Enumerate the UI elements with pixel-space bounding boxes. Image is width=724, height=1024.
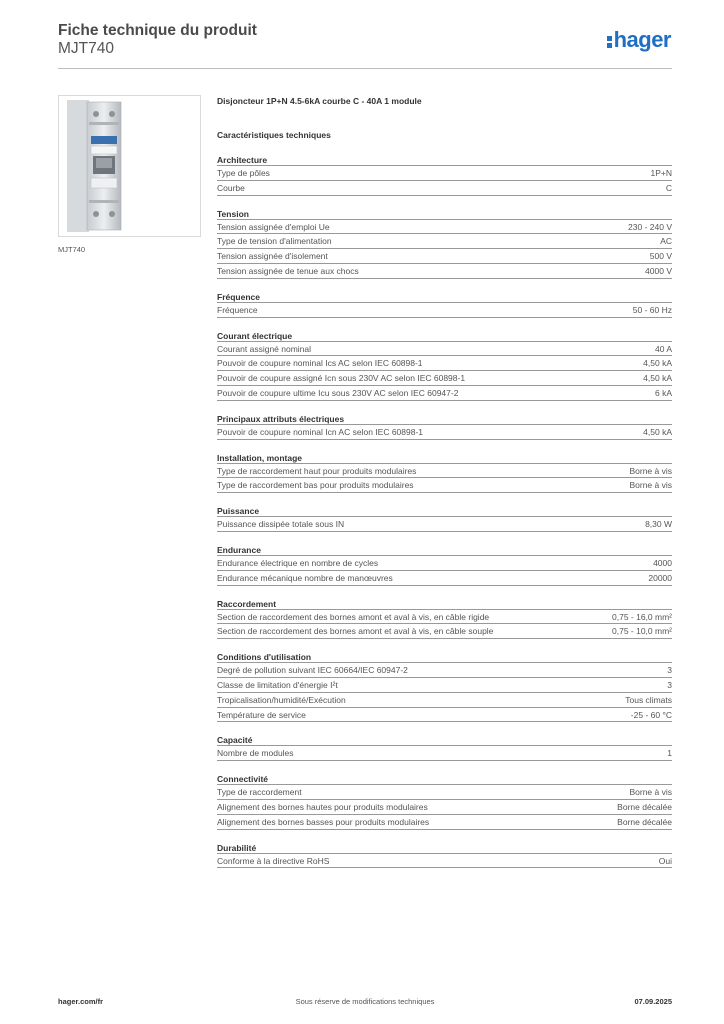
spec-value: 4,50 kA — [643, 373, 672, 384]
spec-row — [217, 264, 672, 279]
spec-label: Courbe — [217, 182, 245, 193]
spec-group-title: Fréquence — [217, 291, 672, 303]
spec-row — [217, 181, 672, 196]
spec-label: Tropicalisation/humidité/Exécution — [217, 694, 346, 705]
spec-groups — [217, 154, 672, 868]
spec-value: Borne à vis — [629, 465, 672, 476]
spec-label: Courant assigné nominal — [217, 343, 312, 354]
product-reference: MJT740 — [58, 40, 114, 57]
spec-row — [217, 571, 672, 586]
spec-row — [217, 386, 672, 401]
spec-value: 0,75 - 10,0 mm² — [612, 626, 672, 637]
spec-row — [217, 234, 672, 249]
spec-label: Tension assignée d'isolement — [217, 251, 328, 262]
spec-row — [217, 220, 672, 235]
footer-website-link[interactable]: hager.com/fr — [58, 997, 104, 1006]
header-divider — [58, 68, 672, 69]
spec-row — [217, 425, 672, 440]
spec-label: Puissance dissipée totale sous IN — [217, 519, 345, 530]
spec-value: Borne décalée — [617, 801, 672, 812]
spec-value: 4000 V — [645, 265, 672, 276]
spec-row — [217, 303, 672, 318]
spec-label: Pouvoir de coupure assigné Icn sous 230V AC selon IEC 60898-1 — [217, 373, 466, 384]
spec-row — [217, 166, 672, 181]
spec-row — [217, 785, 672, 800]
spec-label: Type de raccordement haut pour produits modulaires — [217, 465, 417, 476]
product-image — [58, 95, 201, 237]
spec-label: Tension assignée d'emploi Ue — [217, 221, 330, 232]
spec-value: 4,50 kA — [643, 358, 672, 369]
spec-value: 20000 — [648, 572, 672, 583]
spec-value: 40 A — [654, 343, 672, 354]
spec-label: Type de tension d'alimentation — [217, 236, 332, 247]
spec-value: 3 — [667, 679, 672, 690]
spec-label: Type de raccordement — [217, 787, 302, 798]
spec-value: 1P+N — [650, 168, 672, 178]
spec-value: 1 — [667, 748, 672, 759]
spec-label: Température de service — [217, 709, 306, 720]
spec-group-title: Raccordement — [217, 598, 672, 610]
spec-label: Type de pôles — [217, 168, 270, 178]
spec-label: Section de raccordement des bornes amont et aval à vis, en câble rigide — [217, 611, 490, 622]
spec-value: 50 - 60 Hz — [632, 304, 672, 315]
spec-label: Tension assignée de tenue aux chocs — [217, 265, 359, 276]
page-title: Fiche technique du produit — [58, 22, 257, 39]
spec-group-title: Puissance — [217, 505, 672, 517]
spec-group-title: Connectivité — [217, 773, 672, 785]
spec-group-title: Capacité — [217, 734, 672, 746]
spec-row — [217, 478, 672, 493]
spec-group-title: Durabilité — [217, 842, 672, 854]
spec-row — [217, 371, 672, 386]
spec-row — [217, 854, 672, 869]
spec-value: 0,75 - 16,0 mm² — [612, 611, 672, 622]
spec-value: 6 kA — [654, 387, 672, 398]
spec-value: 500 V — [649, 251, 672, 262]
spec-label: Endurance mécanique nombre de manœuvres — [217, 572, 393, 583]
spec-row — [217, 693, 672, 708]
section-heading: Caractéristiques techniques — [217, 130, 331, 140]
spec-label: Degré de pollution suivant IEC 60664/IEC 60947-2 — [217, 665, 408, 676]
spec-row — [217, 342, 672, 357]
hager-logo: hager — [607, 28, 671, 52]
spec-group-title: Principaux attributs électriques — [217, 413, 672, 425]
spec-label: Nombre de modules — [217, 748, 294, 759]
spec-row — [217, 746, 672, 761]
product-image-caption: MJT740 — [58, 245, 86, 254]
spec-row — [217, 249, 672, 264]
spec-row — [217, 356, 672, 371]
spec-group-title: Endurance — [217, 544, 672, 556]
spec-value: 4000 — [653, 557, 672, 568]
spec-value: 230 - 240 V — [628, 221, 672, 232]
spec-value: Oui — [658, 855, 672, 866]
spec-row — [217, 800, 672, 815]
spec-row — [217, 815, 672, 830]
spec-group-title: Architecture — [217, 154, 672, 166]
spec-value: Borne décalée — [617, 816, 672, 827]
spec-value: C — [665, 182, 672, 193]
spec-label: Endurance électrique en nombre de cycles — [217, 557, 379, 568]
spec-value: 3 — [667, 665, 672, 676]
spec-group-title: Courant électrique — [217, 330, 672, 342]
spec-label: Conforme à la directive RoHS — [217, 855, 330, 866]
spec-row — [217, 663, 672, 678]
spec-row — [217, 624, 672, 639]
spec-label: Alignement des bornes basses pour produits modulaires — [217, 816, 430, 827]
spec-row — [217, 708, 672, 723]
spec-label: Pouvoir de coupure nominal Ics AC selon IEC 60898-1 — [217, 358, 423, 369]
spec-label: Pouvoir de coupure ultime Icu sous 230V AC selon IEC 60947-2 — [217, 387, 459, 398]
spec-value: 4,50 kA — [643, 426, 672, 437]
spec-label: Section de raccordement des bornes amont et aval à vis, en câble souple — [217, 626, 494, 637]
spec-label: Fréquence — [217, 304, 258, 315]
spec-row — [217, 464, 672, 479]
circuit-breaker-image — [59, 96, 200, 236]
page-header — [58, 22, 670, 70]
spec-value: 8,30 W — [645, 519, 672, 530]
spec-label: Alignement des bornes hautes pour produits modulaires — [217, 801, 428, 812]
footer-date: 07.09.2025 — [634, 997, 672, 1006]
spec-label: Pouvoir de coupure nominal Icn AC selon IEC 60898-1 — [217, 426, 424, 437]
spec-row — [217, 610, 672, 625]
spec-label: Type de raccordement bas pour produits modulaires — [217, 480, 414, 491]
spec-group-title: Installation, montage — [217, 452, 672, 464]
spec-group-title: Conditions d'utilisation — [217, 651, 672, 663]
spec-value: Borne à vis — [629, 480, 672, 491]
product-description: Disjoncteur 1P+N 4.5-6kA courbe C - 40A 1 module — [217, 96, 422, 106]
spec-value: Borne à vis — [629, 787, 672, 798]
spec-row — [217, 678, 672, 693]
spec-row — [217, 556, 672, 571]
spec-content — [217, 96, 672, 868]
spec-row — [217, 517, 672, 532]
footer-notice: Sous réserve de modifications techniques — [295, 997, 435, 1006]
spec-value: Tous climats — [625, 694, 672, 705]
spec-value: AC — [660, 236, 672, 247]
spec-label: Classe de limitation d'énergie I²t — [217, 679, 338, 690]
spec-group-title: Tension — [217, 208, 672, 220]
spec-value: -25 - 60 °C — [630, 709, 672, 720]
